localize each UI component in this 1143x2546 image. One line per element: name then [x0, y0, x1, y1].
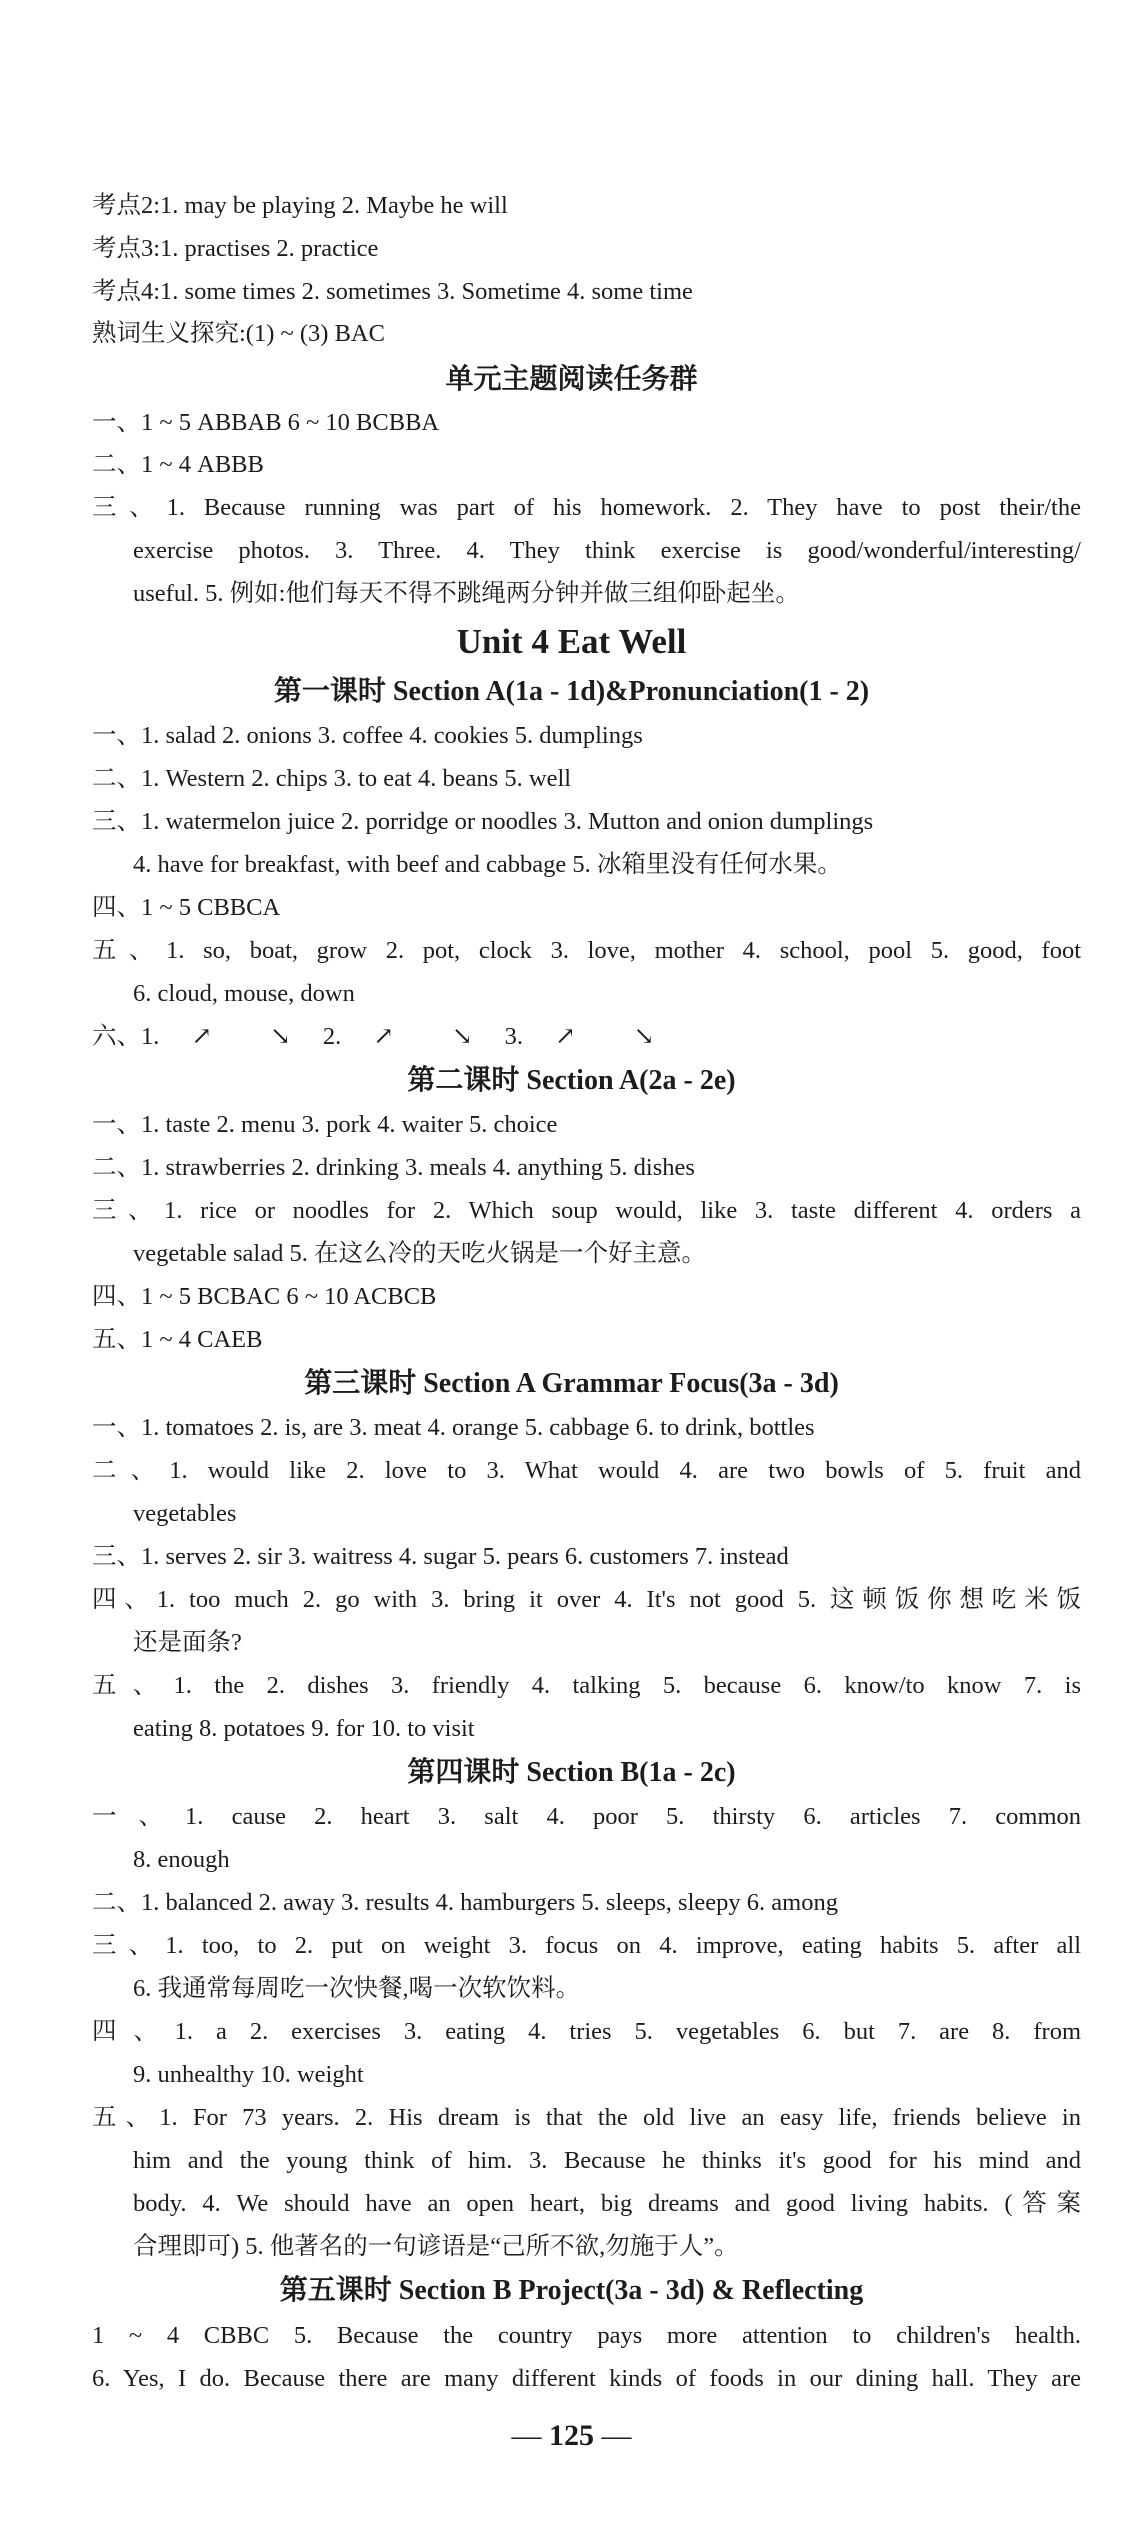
lesson3-q5-line2: eating 8. potatoes 9. for 10. to visit	[133, 1715, 475, 1742]
falling-intonation-arrow-icon: ↘	[451, 1023, 473, 1050]
lesson4-q5-line2: him and the young think of him. 3. Because he thinks it's good for his mind and	[133, 2147, 1081, 2174]
lesson1-q3-line2: 4. have for breakfast, with beef and cabbage 5. 冰箱里没有任何水果。	[133, 851, 842, 878]
reading-q2: 二、1 ~ 4 ABBB	[92, 451, 264, 478]
lesson4-q2: 二、1. balanced 2. away 3. results 4. hamburgers 5. sleeps, sleepy 6. among	[92, 1889, 838, 1916]
lesson2-q3-line2: vegetable salad 5. 在这么冷的天吃火锅是一个好主意。	[133, 1240, 706, 1267]
lesson1-q5-line1: 五、1. so, boat, grow 2. pot, clock 3. love, mother 4. school, pool 5. good, foot	[92, 937, 1081, 964]
page-number: 125	[549, 2419, 594, 2452]
lesson1-q5-line2: 6. cloud, mouse, down	[133, 980, 355, 1007]
rising-intonation-arrow-icon: ↗	[373, 1023, 394, 1050]
lesson5-line2: 6. Yes, I do. Because there are many different kinds of foods in our dining hall. They are	[92, 2365, 1081, 2392]
lesson4-q3-line2: 6. 我通常每周吃一次快餐,喝一次软饮料。	[133, 1975, 581, 2002]
falling-intonation-arrow-icon: ↘	[633, 1023, 655, 1050]
lesson2-q2: 二、1. strawberries 2. drinking 3. meals 4. anything 5. dishes	[92, 1154, 695, 1181]
lesson3-q5-line1: 五、1. the 2. dishes 3. friendly 4. talking 5. because 6. know/to know 7. is	[92, 1672, 1081, 1699]
kaodian-4-line: 考点4:1. some times 2. sometimes 3. Sometime 4. some time	[92, 278, 693, 305]
lesson4-q5-line1: 五、1. For 73 years. 2. His dream is that the old live an easy life, friends believe in	[92, 2104, 1081, 2131]
lesson1-q6-num3: 3.	[504, 1023, 523, 1050]
lesson4-title: 第四课时 Section B(1a - 2c)	[407, 1757, 736, 1788]
footer-dash-right: —	[601, 2419, 632, 2452]
lesson3-q2-line2: vegetables	[133, 1500, 237, 1527]
footer-dash-left: —	[511, 2419, 542, 2452]
lesson1-q3-line1: 三、1. watermelon juice 2. porridge or noodles 3. Mutton and onion dumplings	[92, 808, 874, 835]
lesson4-q4-line1: 四、1. a 2. exercises 3. eating 4. tries 5. vegetables 6. but 7. are 8. from	[92, 2018, 1081, 2045]
lesson2-q3-line1: 三、1. rice or noodles for 2. Which soup would, like 3. taste different 4. orders a	[92, 1197, 1081, 1224]
lesson1-q6	[92, 1021, 1081, 1053]
lesson5-line1: 1 ~ 4 CBBC 5. Because the country pays more attention to children's health.	[92, 2322, 1081, 2349]
lesson4-q1-line1: 一、1. cause 2. heart 3. salt 4. poor 5. thirsty 6. articles 7. common	[92, 1803, 1081, 1830]
lesson3-title: 第三课时 Section A Grammar Focus(3a - 3d)	[304, 1368, 839, 1399]
lesson1-title: 第一课时 Section A(1a - 1d)&Pronunciation(1 - 2)	[273, 676, 870, 707]
reading-q3-line2: exercise photos. 3. Three. 4. They think exercise is good/wonderful/interesting/	[133, 537, 1081, 564]
lesson3-q2-line1: 二、1. would like 2. love to 3. What would 4. are two bowls of 5. fruit and	[92, 1457, 1081, 1484]
rising-intonation-arrow-icon: ↗	[191, 1023, 213, 1050]
lesson4-q1-line2: 8. enough	[133, 1846, 230, 1873]
lesson1-q2: 二、1. Western 2. chips 3. to eat 4. beans 5. well	[92, 765, 572, 792]
lesson2-title: 第二课时 Section A(2a - 2e)	[407, 1065, 736, 1096]
reading-section-title: 单元主题阅读任务群	[445, 364, 698, 395]
lesson3-q1: 一、1. tomatoes 2. is, are 3. meat 4. orange 5. cabbage 6. to drink, bottles	[92, 1414, 815, 1441]
lesson2-q1: 一、1. taste 2. menu 3. pork 4. waiter 5. choice	[92, 1111, 558, 1138]
lesson4-q5-line3: body. 4. We should have an open heart, big dreams and good living habits. (答案	[133, 2190, 1081, 2217]
lesson4-q3-line1: 三、1. too, to 2. put on weight 3. focus on 4. improve, eating habits 5. after all	[92, 1932, 1081, 1959]
lesson3-q4-line2: 还是面条?	[133, 1629, 242, 1656]
page-footer	[0, 2418, 1143, 2454]
rising-intonation-arrow-icon: ↗	[555, 1023, 576, 1050]
lesson3-q4-line1: 四、1. too much 2. go with 3. bring it over 4. It's not good 5. 这顿饭你想吃米饭	[92, 1586, 1081, 1613]
reading-q3-line1: 三、1. Because running was part of his homework. 2. They have to post their/the	[92, 494, 1081, 521]
kaodian-2-line: 考点2:1. may be playing 2. Maybe he will	[92, 192, 508, 219]
lesson3-q3: 三、1. serves 2. sir 3. waitress 4. sugar 5. pears 6. customers 7. instead	[92, 1543, 789, 1570]
lesson2-q4: 四、1 ~ 5 BCBAC 6 ~ 10 ACBCB	[92, 1283, 437, 1310]
shuci-line: 熟词生义探究:(1) ~ (3) BAC	[92, 320, 385, 347]
lesson2-q5: 五、1 ~ 4 CAEB	[92, 1326, 263, 1353]
lesson1-q1: 一、1. salad 2. onions 3. coffee 4. cookies 5. dumplings	[92, 722, 643, 749]
falling-intonation-arrow-icon: ↘	[270, 1023, 291, 1050]
unit-title: Unit 4 Eat Well	[456, 622, 687, 661]
reading-q1: 一、1 ~ 5 ABBAB 6 ~ 10 BCBBA	[92, 409, 440, 436]
lesson4-q4-line2: 9. unhealthy 10. weight	[133, 2061, 364, 2088]
lesson1-q6-prefix: 六、1.	[92, 1023, 160, 1050]
kaodian-3-line: 考点3:1. practises 2. practice	[92, 235, 379, 262]
lesson1-q6-num2: 2.	[322, 1023, 342, 1050]
lesson5-title: 第五课时 Section B Project(3a - 3d) & Reflecting	[279, 2275, 864, 2306]
lesson4-q5-line4: 合理即可) 5. 他著名的一句谚语是“己所不欲,勿施于人”。	[133, 2233, 739, 2260]
lesson1-q4: 四、1 ~ 5 CBBCA	[92, 894, 281, 921]
reading-q3-line3: useful. 5. 例如:他们每天不得不跳绳两分钟并做三组仰卧起坐。	[133, 580, 800, 607]
